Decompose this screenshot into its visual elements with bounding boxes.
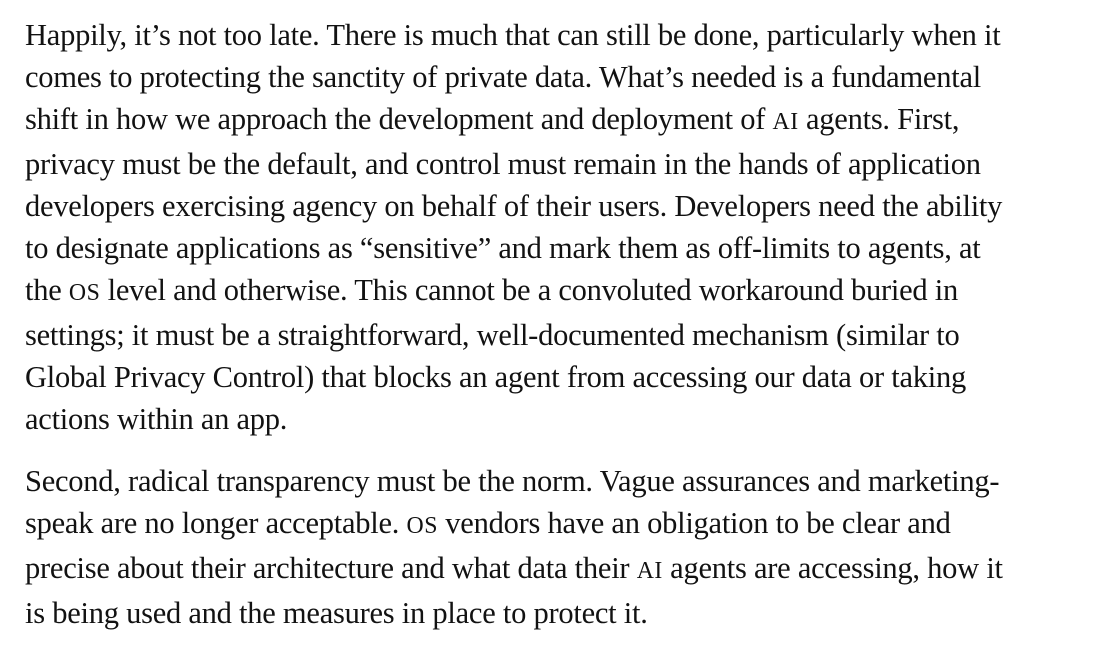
text-line: [25, 460, 1085, 502]
text-line: [25, 56, 1085, 98]
text-run: agents are accessing, how it: [662, 551, 1003, 585]
text-run: is being used and the measures in place to protect it.: [25, 596, 648, 630]
text-line: [25, 269, 1085, 314]
small-caps-abbr: OS: [406, 513, 438, 539]
text-run: privacy must be the default, and control must remain in the hands of application: [25, 147, 981, 181]
text-line: [25, 398, 1085, 440]
paragraph-1: [25, 14, 1085, 440]
text-run: shift in how we approach the development and deployment of: [25, 102, 773, 136]
text-run: Global Privacy Control) that blocks an agent from accessing our data or taking: [25, 360, 966, 394]
text-line: [25, 14, 1085, 56]
text-run: comes to protecting the sanctity of private data. What’s needed is a fundamental: [25, 60, 981, 94]
text-run: Second, radical transparency must be the norm. Vague assurances and marketing-: [25, 464, 1000, 498]
text-run: level and otherwise. This cannot be a convoluted workaround buried in: [100, 273, 959, 307]
paragraph-2: [25, 460, 1085, 634]
text-line: [25, 314, 1085, 356]
article-body: [25, 14, 1085, 634]
text-run: vendors have an obligation to be clear and: [437, 506, 951, 540]
text-run: Happily, it’s not too late. There is much that can still be done, particularly when it: [25, 18, 1001, 52]
text-line: [25, 143, 1085, 185]
text-run: speak are no longer acceptable.: [25, 506, 407, 540]
text-run: the: [25, 273, 69, 307]
text-line: [25, 592, 1085, 634]
text-run: actions within an app.: [25, 402, 288, 436]
text-run: precise about their architecture and what data their: [25, 551, 637, 585]
text-line: [25, 502, 1085, 547]
text-run: agents. First,: [798, 102, 960, 136]
small-caps-abbr: OS: [68, 280, 101, 306]
text-line: [25, 547, 1085, 592]
text-run: developers exercising agency on behalf of their users. Developers need the ability: [25, 189, 1003, 223]
text-line: [25, 98, 1085, 143]
text-line: [25, 185, 1085, 227]
text-run: settings; it must be a straightforward, well-documented mechanism (similar to: [25, 318, 960, 352]
text-line: [25, 227, 1085, 269]
text-run: to designate applications as “sensitive” and mark them as off-limits to agents, at: [25, 231, 981, 265]
small-caps-abbr: AI: [772, 109, 799, 135]
small-caps-abbr: AI: [636, 558, 663, 584]
text-line: [25, 356, 1085, 398]
